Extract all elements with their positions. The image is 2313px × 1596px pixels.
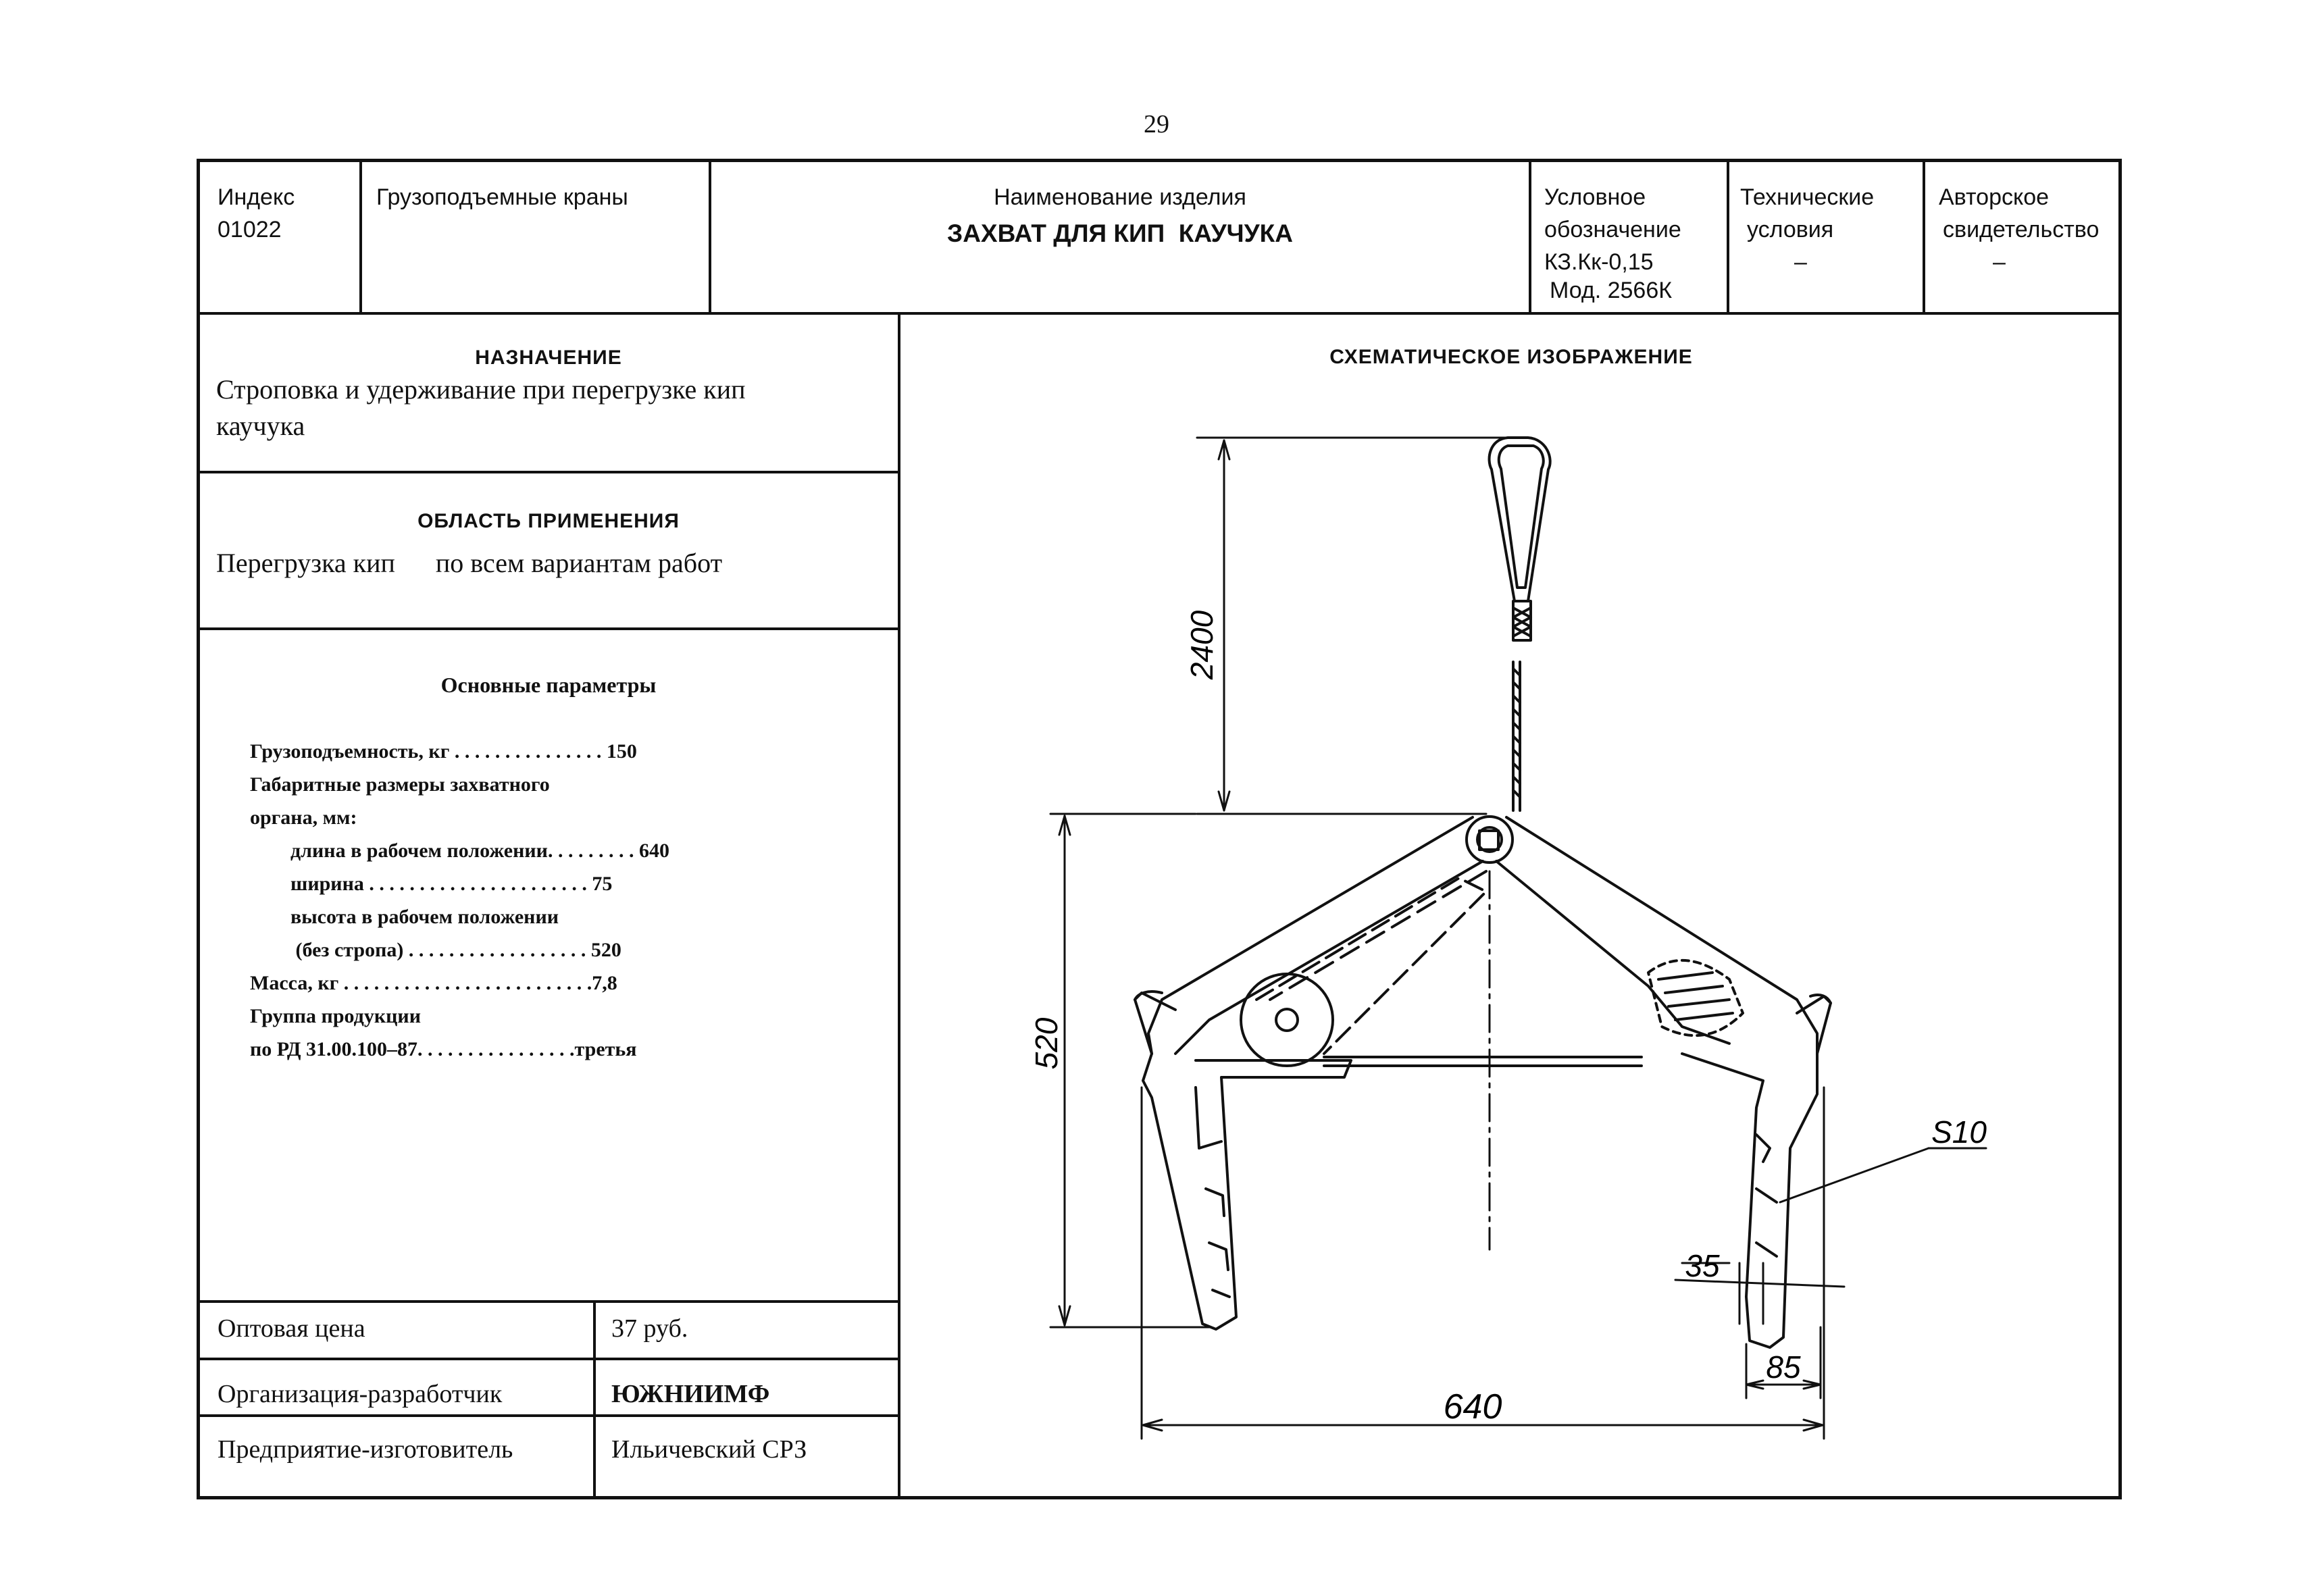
param-line: Грузоподъемность, кг . . . . . . . . . . . . . . . 150	[250, 740, 637, 763]
dim-height: 520	[1029, 1017, 1064, 1070]
designation-label-2: обозначение	[1544, 217, 1681, 242]
table-value-developer: ЮЖНИИМФ	[611, 1380, 770, 1408]
author-label-2: свидетельство	[1943, 217, 2100, 242]
designation-value-1: КЗ.Кк-0,15	[1544, 249, 1654, 275]
table-label-price: Оптовая цена	[218, 1314, 365, 1343]
right-lever-icon	[1496, 817, 1817, 1054]
sling-eye-icon	[1490, 438, 1550, 810]
author-value: –	[1993, 249, 2006, 275]
table-label-manufacturer: Предприятие-изготовитель	[218, 1435, 513, 1464]
dim-thickness: S10	[1931, 1114, 1987, 1150]
index-label: Индекс	[218, 184, 295, 210]
schematic-title: СХЕМАТИЧЕСКОЕ ИЗОБРАЖЕНИЕ	[1329, 346, 1693, 368]
param-line: по РД 31.00.100–87. . . . . . . . . . . . . . . .третья	[250, 1038, 637, 1060]
product-name: ЗАХВАТ ДЛЯ КИП КАУЧУКА	[947, 220, 1293, 247]
purpose-title: НАЗНАЧЕНИЕ	[475, 346, 622, 369]
designation-value-2: Мод. 2566К	[1550, 278, 1673, 303]
param-line: Габаритные размеры захватного	[250, 773, 550, 796]
application-text: Перегрузка кип по всем вариантам работ	[216, 548, 723, 578]
dim-sling-height: 2400	[1184, 610, 1219, 680]
application-title: ОБЛАСТЬ ПРИМЕНЕНИЯ	[417, 510, 680, 532]
tech-label-2: условия	[1747, 217, 1834, 242]
tech-value: –	[1794, 249, 1807, 275]
param-line: длина в рабочем положении. . . . . . . . . 640	[250, 840, 669, 862]
dim-foot: 85	[1766, 1349, 1801, 1385]
param-line: ширина . . . . . . . . . . . . . . . . . . . . . . 75	[250, 873, 613, 895]
param-line: органа, мм:	[250, 806, 357, 829]
product-name-label: Наименование изделия	[994, 184, 1246, 210]
dim-tooth: 35	[1685, 1248, 1720, 1283]
param-line: Масса, кг . . . . . . . . . . . . . . . . . . . . . . . . .7,8	[250, 972, 617, 994]
tech-label-1: Технические	[1740, 184, 1875, 210]
dim-length: 640	[1443, 1387, 1502, 1426]
left-jaw-icon	[1135, 992, 1351, 1329]
parameters-title: Основные параметры	[440, 673, 657, 697]
param-line: высота в рабочем положении	[250, 906, 559, 928]
table-label-developer: Организация-разработчик	[218, 1380, 503, 1408]
param-line: Группа продукции	[250, 1005, 421, 1027]
right-jaw-icon	[1682, 995, 1831, 1347]
purpose-line-1: Строповка и удерживание при перегрузке кип	[216, 374, 746, 405]
table-value-manufacturer: Ильичевский СРЗ	[611, 1435, 807, 1464]
header-category: Грузоподъемные краны	[376, 184, 628, 210]
page-number: 29	[1144, 110, 1169, 138]
designation-label-1: Условное	[1544, 184, 1646, 210]
index-value: 01022	[218, 217, 282, 242]
table-value-price: 37 руб.	[611, 1314, 688, 1343]
author-label-1: Авторское	[1939, 184, 2050, 210]
purpose-line-2: каучука	[216, 411, 305, 441]
param-line: (без стропа) . . . . . . . . . . . . . . . . . . 520	[250, 939, 621, 961]
